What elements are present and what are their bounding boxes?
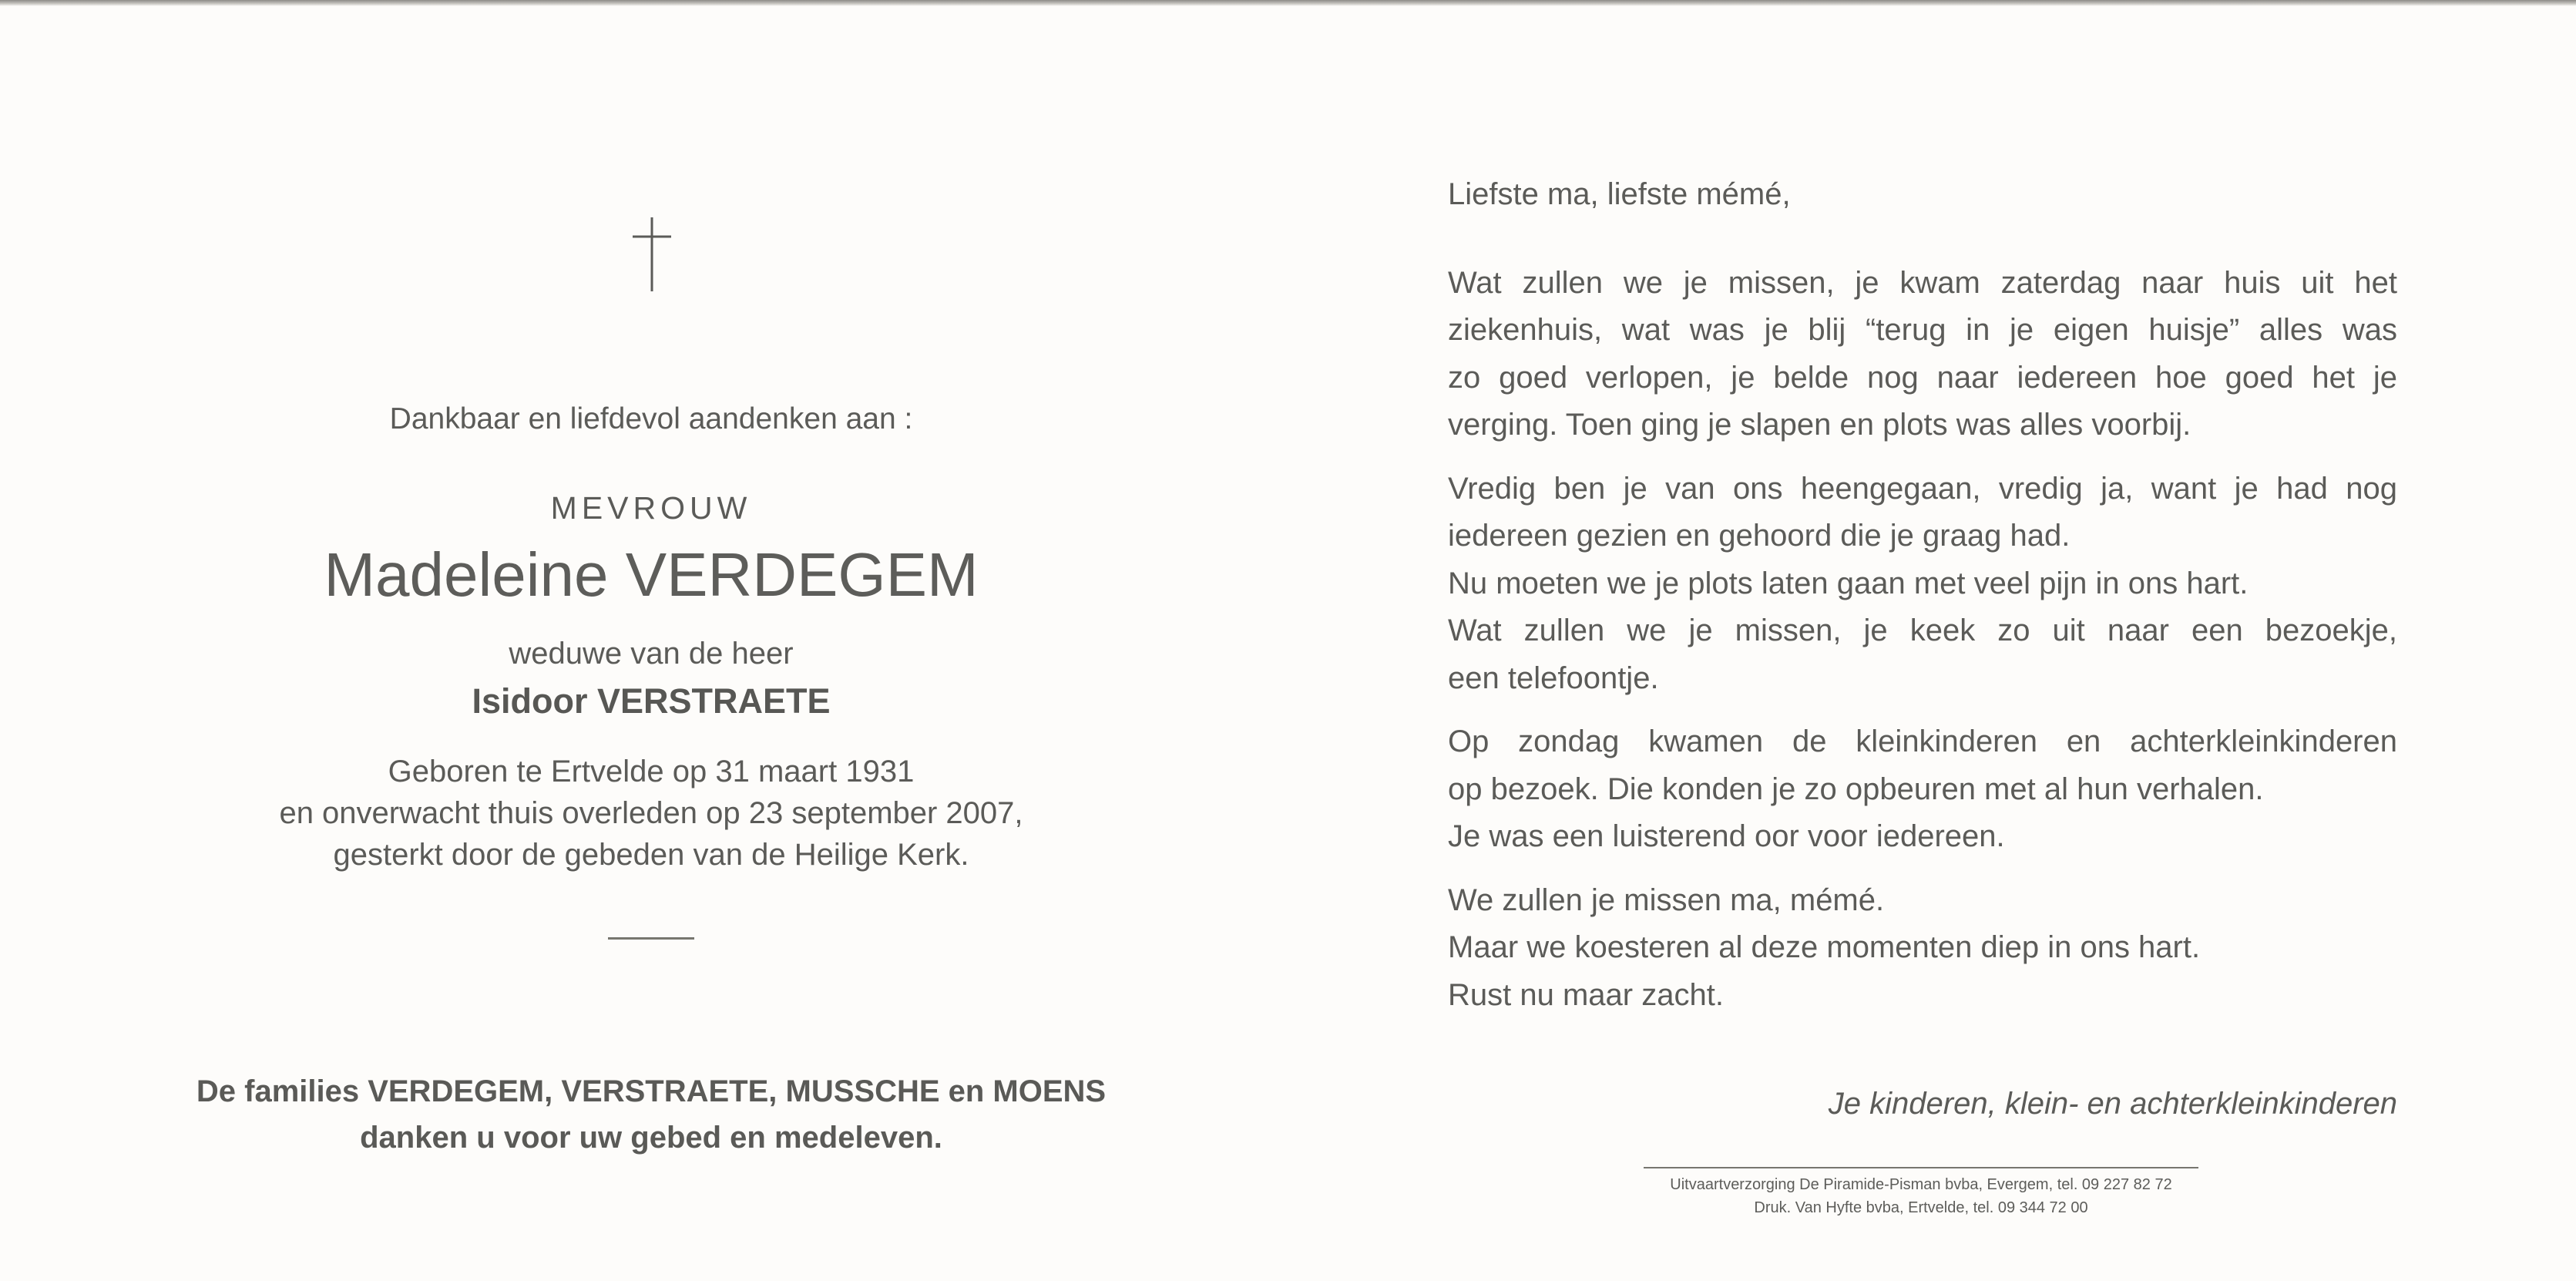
life-dates xyxy=(0,751,1302,876)
honorific-title: MEVROUW xyxy=(550,490,752,526)
letter-line: Maar we koesteren al deze momenten diep in ons hart. xyxy=(1448,930,2201,964)
church-line: gesterkt door de gebeden van de Heilige Kerk. xyxy=(333,838,969,872)
letter-line: ziekenhuis, wat was je blij “terug in je eigen huisje” alles was xyxy=(1448,313,2397,347)
letter-line: Wat zullen we je missen, je kwam zaterdag naar huis uit het xyxy=(1448,265,2397,300)
letter-paragraph xyxy=(1448,466,2397,703)
families-line: De families VERDEGEM, VERSTRAETE, MUSSCHE en MOENS xyxy=(196,1074,1107,1108)
letter-signature: Je kinderen, klein- en achterkleinkinderen xyxy=(1828,1087,2397,1121)
letter-line: Rust nu maar zacht. xyxy=(1448,977,1724,1012)
death-line: en onverwacht thuis overleden op 23 september 2007, xyxy=(279,796,1023,830)
deceased-name: Madeleine VERDEGEM xyxy=(324,540,979,609)
cross-icon xyxy=(630,217,673,291)
widow-label: weduwe van de heer xyxy=(509,637,794,671)
family-thanks xyxy=(0,1068,1302,1161)
letter-greeting: Liefste ma, liefste mémé, xyxy=(1448,177,1791,211)
letter-line: Je was een luisterend oor voor iedereen. xyxy=(1448,819,2005,853)
printer-line: Druk. Van Hyfte bvba, Ertvelde, tel. 09 344 72 00 xyxy=(1754,1199,2088,1216)
funeral-home-line: Uitvaartverzorging De Piramide-Pisman bvba, Evergem, tel. 09 227 82 72 xyxy=(1670,1176,2172,1193)
letter-paragraph xyxy=(1448,877,2397,1020)
birth-line: Geboren te Ertvelde op 31 maart 1931 xyxy=(388,755,915,788)
letter-paragraph xyxy=(1448,260,2397,449)
letter-paragraph xyxy=(1448,718,2397,861)
spouse-name: Isidoor VERSTRAETE xyxy=(472,681,831,721)
printer-credits xyxy=(1613,1173,2229,1219)
letter-line: We zullen je missen ma, mémé. xyxy=(1448,883,1885,917)
memorial-intro: Dankbaar en liefdevol aandenken aan : xyxy=(389,402,913,435)
letter-line: Vredig ben je van ons heengegaan, vredig ja, want je had nog xyxy=(1448,471,2397,506)
letter-line: zo goed verlopen, je belde nog naar iedereen hoe goed het je xyxy=(1448,360,2397,395)
footer-divider xyxy=(1644,1167,2198,1168)
letter-line: Op zondag kwamen de kleinkinderen en achterkleinkinderen xyxy=(1448,725,2397,758)
thanks-line: danken u voor uw gebed en medeleven. xyxy=(360,1121,942,1155)
letter-line: op bezoek. Die konden je zo opbeuren met al hun verhalen. xyxy=(1448,772,2264,806)
divider xyxy=(608,937,694,940)
farewell-letter xyxy=(1448,171,2397,1035)
letter-line: iedereen gezien en gehoord die je graag had. xyxy=(1448,519,2071,553)
letter-line: Wat zullen we je missen, je keek zo uit naar een bezoekje, xyxy=(1448,614,2397,647)
letter-line: verging. Toen ging je slapen en plots was alles voorbij. xyxy=(1448,408,2191,442)
letter-line: een telefoontje. xyxy=(1448,661,1659,695)
letter-line: Nu moeten we je plots laten gaan met veel pijn in ons hart. xyxy=(1448,566,2249,600)
